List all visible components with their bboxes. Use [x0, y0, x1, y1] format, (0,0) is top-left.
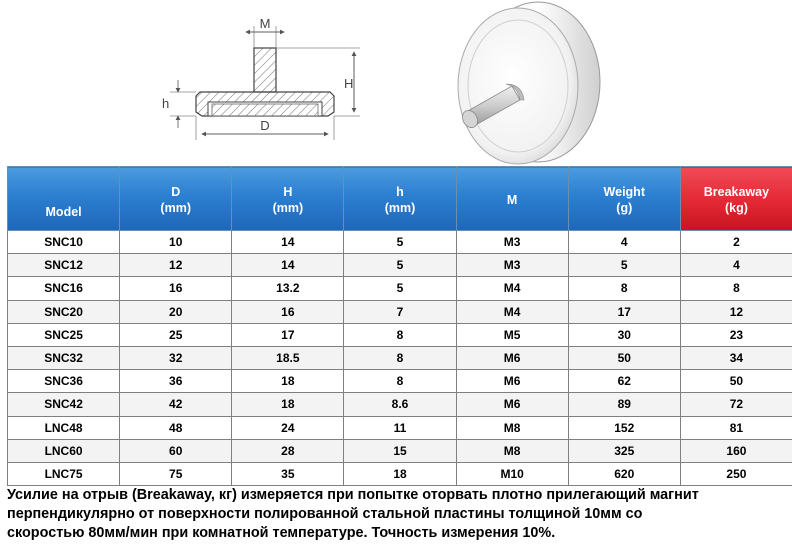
- cell-weight: 50: [568, 346, 680, 369]
- cell-weight: 5: [568, 254, 680, 277]
- cell-h-upper: 14: [232, 231, 344, 254]
- cell-d: 10: [120, 231, 232, 254]
- table-header-row: [8, 167, 792, 231]
- dim-d-label: D: [260, 118, 270, 133]
- header-weight-label: Weight: [603, 184, 645, 199]
- header-breakaway-unit: (kg): [724, 200, 748, 215]
- header-m: [456, 167, 568, 231]
- cell-breakaway: 8: [680, 277, 792, 300]
- cell-h-lower: 5: [344, 254, 456, 277]
- cell-model: SNC36: [8, 370, 120, 393]
- cell-weight: 17: [568, 300, 680, 323]
- cell-h-lower: 5: [344, 231, 456, 254]
- cell-h-upper: 18.5: [232, 346, 344, 369]
- header-d-label: D: [171, 184, 181, 199]
- header-model-label: Model: [45, 205, 82, 219]
- note-line-1: Усилие на отрыв (Breakaway, кг) измеряется при попытке оторвать плотно прилегающий магнит: [7, 487, 699, 503]
- header-h-upper: [232, 167, 344, 231]
- cell-m: M5: [456, 323, 568, 346]
- cell-h-upper: 18: [232, 393, 344, 416]
- header-model: [8, 167, 120, 231]
- cell-model: SNC10: [8, 231, 120, 254]
- table-row: [8, 346, 792, 369]
- cell-h-upper: 24: [232, 416, 344, 439]
- cell-h-upper: 13.2: [232, 277, 344, 300]
- header-h-upper-label: H: [283, 184, 293, 199]
- header-h-upper-unit: (mm): [272, 200, 304, 215]
- header-h-lower-unit: (mm): [384, 200, 416, 215]
- table-row: [8, 323, 792, 346]
- note-line-2: перпендикулярно от поверхности полированной стальной пластины толщиной 10мм со: [7, 506, 643, 522]
- cell-h-lower: 8: [344, 346, 456, 369]
- cell-model: LNC75: [8, 462, 120, 485]
- table-row: [8, 277, 792, 300]
- table-body: [8, 231, 792, 486]
- cell-breakaway: 4: [680, 254, 792, 277]
- measurement-note: [7, 486, 791, 543]
- cell-d: 60: [120, 439, 232, 462]
- cell-weight: 4: [568, 231, 680, 254]
- header-d: [120, 167, 232, 231]
- cell-weight: 620: [568, 462, 680, 485]
- cell-weight: 325: [568, 439, 680, 462]
- cell-weight: 152: [568, 416, 680, 439]
- cell-h-lower: 8: [344, 370, 456, 393]
- cell-weight: 30: [568, 323, 680, 346]
- cell-m: M8: [456, 416, 568, 439]
- table-row: [8, 254, 792, 277]
- header-m-label: M: [506, 192, 518, 207]
- cell-h-lower: 15: [344, 439, 456, 462]
- cell-m: M6: [456, 393, 568, 416]
- header-weight: [568, 167, 680, 231]
- cell-d: 42: [120, 393, 232, 416]
- table-row: [8, 370, 792, 393]
- table-row: [8, 300, 792, 323]
- cell-model: LNC48: [8, 416, 120, 439]
- cell-h-upper: 17: [232, 323, 344, 346]
- header-h-lower: [344, 167, 456, 231]
- magnet-3d-render: [440, 0, 610, 166]
- cell-model: SNC16: [8, 277, 120, 300]
- cell-d: 12: [120, 254, 232, 277]
- dim-h-upper-label: H: [344, 76, 354, 91]
- cell-m: M6: [456, 370, 568, 393]
- cell-model: SNC25: [8, 323, 120, 346]
- cell-breakaway: 23: [680, 323, 792, 346]
- cell-weight: 8: [568, 277, 680, 300]
- table-row: [8, 462, 792, 485]
- cell-breakaway: 2: [680, 231, 792, 254]
- product-figure: [0, 0, 792, 166]
- cell-m: M3: [456, 254, 568, 277]
- cell-model: SNC20: [8, 300, 120, 323]
- cell-breakaway: 34: [680, 346, 792, 369]
- cell-breakaway: 50: [680, 370, 792, 393]
- cell-m: M4: [456, 277, 568, 300]
- header-d-unit: (mm): [160, 200, 191, 215]
- cell-m: M8: [456, 439, 568, 462]
- table-row: [8, 393, 792, 416]
- specification-table: [7, 166, 792, 486]
- cell-h-upper: 28: [232, 439, 344, 462]
- dim-h-lower-label: h: [162, 96, 170, 111]
- cell-m: M10: [456, 462, 568, 485]
- cell-d: 48: [120, 416, 232, 439]
- cell-h-upper: 18: [232, 370, 344, 393]
- cell-h-lower: 5: [344, 277, 456, 300]
- table-row: [8, 231, 792, 254]
- cell-weight: 89: [568, 393, 680, 416]
- header-h-lower-label: h: [396, 184, 404, 199]
- cross-section-drawing: [150, 8, 370, 158]
- note-line-3: скоростью 80мм/мин при комнатной температуре. Точность измерения 10%.: [7, 525, 556, 541]
- cell-model: SNC42: [8, 393, 120, 416]
- cell-d: 75: [120, 462, 232, 485]
- cell-breakaway: 250: [680, 462, 792, 485]
- cell-d: 36: [120, 370, 232, 393]
- cell-h-lower: 8.6: [344, 393, 456, 416]
- cell-h-upper: 35: [232, 462, 344, 485]
- cell-m: M6: [456, 346, 568, 369]
- cell-weight: 62: [568, 370, 680, 393]
- cell-breakaway: 160: [680, 439, 792, 462]
- table-row: [8, 416, 792, 439]
- header-weight-unit: (g): [616, 200, 633, 215]
- cell-d: 20: [120, 300, 232, 323]
- dim-m-label: M: [259, 16, 271, 31]
- cell-model: SNC32: [8, 346, 120, 369]
- header-breakaway: [680, 167, 792, 231]
- cell-breakaway: 81: [680, 416, 792, 439]
- cell-model: LNC60: [8, 439, 120, 462]
- cell-d: 16: [120, 277, 232, 300]
- cell-h-upper: 14: [232, 254, 344, 277]
- cell-h-upper: 16: [232, 300, 344, 323]
- header-breakaway-label: Breakaway: [703, 184, 770, 199]
- cell-h-lower: 18: [344, 462, 456, 485]
- cell-d: 32: [120, 346, 232, 369]
- table-row: [8, 439, 792, 462]
- cell-m: M3: [456, 231, 568, 254]
- cell-breakaway: 72: [680, 393, 792, 416]
- cell-d: 25: [120, 323, 232, 346]
- cell-h-lower: 7: [344, 300, 456, 323]
- cell-h-lower: 11: [344, 416, 456, 439]
- cell-breakaway: 12: [680, 300, 792, 323]
- cell-model: SNC12: [8, 254, 120, 277]
- cell-m: M4: [456, 300, 568, 323]
- cell-h-lower: 8: [344, 323, 456, 346]
